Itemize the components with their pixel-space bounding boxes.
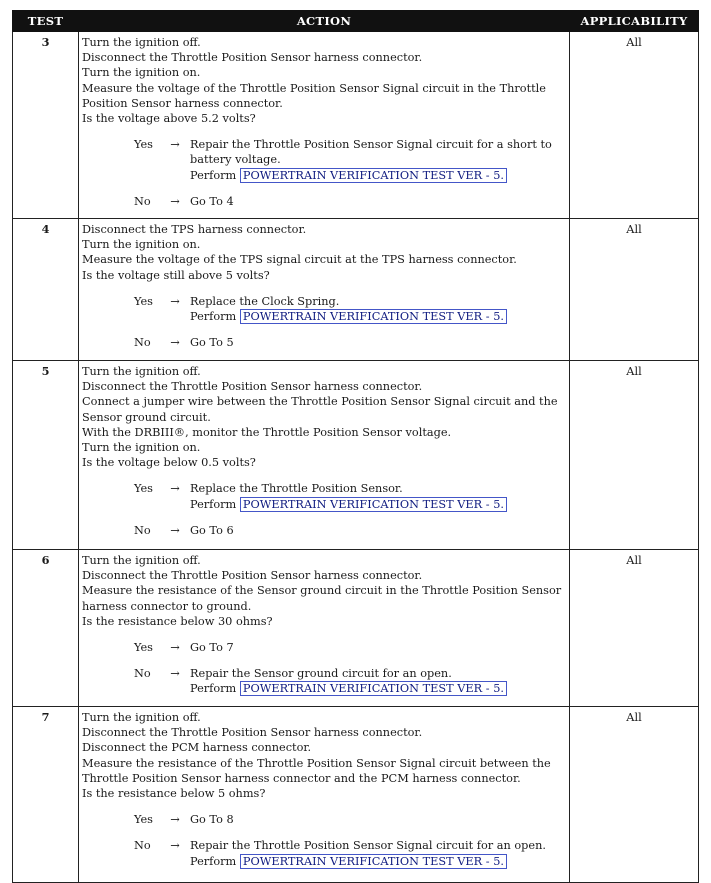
yes-response: [82, 137, 563, 183]
yes-response: [82, 640, 563, 655]
powertrain-verification-link[interactable]: POWERTRAIN VERIFICATION TEST VER - 5.: [240, 497, 507, 512]
action-step: Turn the ignition on.: [82, 441, 201, 455]
applicability: All: [570, 32, 699, 219]
perform-label: Perform: [190, 310, 237, 324]
no-result-text: Repair the Sensor ground circuit for an open.: [190, 667, 452, 681]
no-label: No: [134, 336, 151, 350]
action-cell: [79, 550, 570, 707]
no-result: [190, 523, 563, 538]
no-result: [190, 838, 563, 868]
powertrain-verification-link[interactable]: POWERTRAIN VERIFICATION TEST VER - 5.: [240, 168, 507, 183]
action-step: Disconnect the Throttle Position Sensor harness connector.: [82, 380, 423, 394]
arrow-icon: →: [170, 839, 180, 853]
table-header-row: [13, 11, 699, 32]
header-test: TEST: [13, 11, 79, 32]
applicability: All: [570, 361, 699, 550]
perform-line: [190, 309, 563, 324]
action-step: Disconnect the Throttle Position Sensor harness connector.: [82, 726, 423, 740]
table-row: [13, 361, 699, 550]
action-cell: [79, 707, 570, 883]
table-row: [13, 707, 699, 883]
action-step: Connect a jumper wire between the Throttle Position Sensor Signal circuit and the Sensor ground circuit.: [82, 395, 558, 424]
yes-result-text: Replace the Clock Spring.: [190, 294, 340, 308]
no-response: [82, 335, 563, 350]
no-label: No: [134, 839, 151, 853]
perform-line: [190, 168, 563, 183]
perform-label: Perform: [190, 682, 237, 696]
action-step: Turn the ignition off.: [82, 554, 201, 567]
no-response: [82, 838, 563, 868]
action-step: Turn the ignition on.: [82, 238, 201, 252]
no-result-text: Repair the Throttle Position Sensor Signal circuit for an open.: [190, 839, 546, 853]
yes-label: Yes: [134, 641, 153, 655]
yes-label: Yes: [134, 482, 153, 496]
action-step: Is the voltage below 0.5 volts?: [82, 456, 256, 470]
action-step: Measure the resistance of the Throttle Position Sensor Signal circuit between the Throttle Position Sensor harness connector and the PCM harness connector.: [82, 756, 551, 785]
no-label: No: [134, 667, 151, 681]
test-number: 4: [13, 219, 79, 361]
header-applicability: APPLICABILITY: [570, 11, 699, 32]
applicability: All: [570, 707, 699, 883]
no-result-text: Go To 6: [190, 523, 234, 537]
no-result-text: Go To 5: [190, 336, 234, 350]
arrow-icon: →: [170, 523, 180, 537]
test-number: 5: [13, 361, 79, 550]
test-number: 3: [13, 32, 79, 219]
arrow-icon: →: [170, 667, 180, 681]
action-step: Turn the ignition off.: [82, 711, 201, 724]
action-step: Turn the ignition off.: [82, 36, 201, 49]
action-step: Measure the voltage of the TPS signal circuit at the TPS harness connector.: [82, 253, 517, 267]
powertrain-verification-link[interactable]: POWERTRAIN VERIFICATION TEST VER - 5.: [240, 681, 507, 696]
table-row: [13, 550, 699, 707]
yes-result-text: Go To 8: [190, 813, 234, 827]
yes-label: Yes: [134, 294, 153, 308]
action-step: Is the resistance below 5 ohms?: [82, 787, 266, 801]
action-step: Is the voltage above 5.2 volts?: [82, 112, 256, 126]
applicability: All: [570, 219, 699, 361]
action-step: Disconnect the PCM harness connector.: [82, 741, 312, 755]
action-cell: [79, 32, 570, 219]
yes-result: [190, 640, 563, 655]
arrow-icon: →: [170, 336, 180, 350]
arrow-icon: →: [170, 813, 180, 827]
no-result: [190, 194, 563, 209]
header-action: ACTION: [79, 11, 570, 32]
perform-line: [190, 681, 563, 696]
arrow-icon: →: [170, 138, 180, 152]
action-cell: [79, 219, 570, 361]
yes-result: [190, 137, 563, 183]
action-step: Measure the voltage of the Throttle Position Sensor Signal circuit in the Throttle Position Sensor harness connector.: [82, 81, 546, 110]
no-result: [190, 335, 563, 350]
no-response: [82, 666, 563, 696]
yes-label: Yes: [134, 813, 153, 827]
no-label: No: [134, 194, 151, 208]
action-step: Is the voltage still above 5 volts?: [82, 268, 270, 282]
no-label: No: [134, 523, 151, 537]
powertrain-verification-link[interactable]: POWERTRAIN VERIFICATION TEST VER - 5.: [240, 309, 507, 324]
yes-result-text: Repair the Throttle Position Sensor Signal circuit for a short to battery voltage.: [190, 138, 552, 167]
no-result: [190, 666, 563, 696]
table-row: [13, 219, 699, 361]
yes-result: [190, 481, 563, 511]
action-step: Turn the ignition off.: [82, 365, 201, 378]
yes-response: [82, 812, 563, 827]
action-step: Disconnect the Throttle Position Sensor harness connector.: [82, 51, 423, 65]
yes-result-text: Replace the Throttle Position Sensor.: [190, 482, 403, 496]
arrow-icon: →: [170, 482, 180, 496]
arrow-icon: →: [170, 294, 180, 308]
yes-result: [190, 812, 563, 827]
action-step: Disconnect the Throttle Position Sensor harness connector.: [82, 569, 423, 583]
yes-response: [82, 294, 563, 324]
perform-line: [190, 497, 563, 512]
action-step: Disconnect the TPS harness connector.: [82, 223, 307, 236]
test-number: 6: [13, 550, 79, 707]
test-number: 7: [13, 707, 79, 883]
action-cell: [79, 361, 570, 550]
yes-label: Yes: [134, 138, 153, 152]
table-row: [13, 32, 699, 219]
diagnostic-test-table: [12, 10, 699, 883]
yes-result-text: Go To 7: [190, 641, 234, 655]
applicability: All: [570, 550, 699, 707]
perform-label: Perform: [190, 168, 237, 182]
no-response: [82, 194, 563, 209]
arrow-icon: →: [170, 194, 180, 208]
arrow-icon: →: [170, 641, 180, 655]
no-result-text: Go To 4: [190, 194, 234, 208]
action-step: Measure the resistance of the Sensor ground circuit in the Throttle Position Sensor harness connector to ground.: [82, 584, 562, 613]
no-response: [82, 523, 563, 538]
perform-label: Perform: [190, 854, 237, 868]
yes-result: [190, 294, 563, 324]
action-step: Turn the ignition on.: [82, 66, 201, 80]
action-step: With the DRBIII®, monitor the Throttle Position Sensor voltage.: [82, 425, 452, 439]
powertrain-verification-link[interactable]: POWERTRAIN VERIFICATION TEST VER - 5.: [240, 854, 507, 869]
yes-response: [82, 481, 563, 511]
perform-label: Perform: [190, 497, 237, 511]
action-step: Is the resistance below 30 ohms?: [82, 614, 273, 628]
